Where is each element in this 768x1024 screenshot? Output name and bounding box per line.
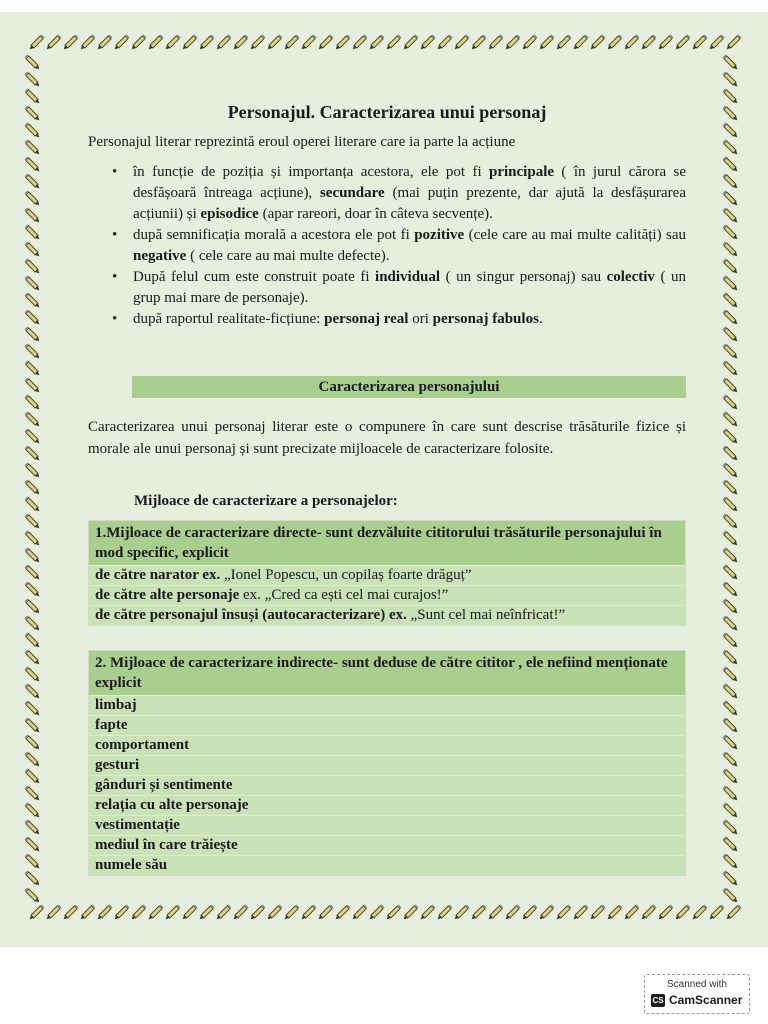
pencil-icon — [24, 54, 46, 902]
table-row: de către narator ex. „Ionel Popescu, un copilaș foarte drăguț” — [89, 565, 685, 585]
intro-text: Personajul literar reprezintă eroul operei literare care ia parte la acțiune — [88, 134, 516, 150]
pencil-border-top — [28, 32, 744, 54]
scanned-with-label: Scanned with — [666, 979, 728, 990]
document-page — [0, 12, 768, 947]
table-row: gesturi — [89, 755, 685, 775]
section-banner: Caracterizarea personajului — [132, 376, 686, 398]
table-row: mediul în care trăiește — [89, 835, 685, 855]
camscanner-badge — [644, 974, 750, 1014]
indirect-methods-table — [88, 650, 686, 876]
table-row: comportament — [89, 735, 685, 755]
table-header: 1.Mijloace de caracterizare directe- sunt dezvăluite cititorului trăsăturile personajului în mod specific, explicit — [89, 521, 685, 565]
bullet-icon: • — [112, 269, 118, 285]
pencil-icon — [722, 54, 744, 902]
list-item: • după raportul realitate-ficțiune: personaj real ori personaj fabulos. — [88, 309, 686, 330]
methods-heading: Mijloace de caracterizare a personajelor: — [134, 493, 398, 509]
table-row: relația cu alte personaje — [89, 795, 685, 815]
camscanner-name: CamScanner — [669, 993, 743, 1007]
page-title: Personajul. Caracterizarea unui personaj — [227, 102, 547, 122]
bullet-icon: • — [112, 164, 118, 180]
table-row: numele său — [89, 855, 685, 875]
pencil-icon — [28, 902, 744, 924]
table-row: gânduri și sentimente — [89, 775, 685, 795]
bullet-list — [88, 162, 686, 330]
camscanner-logo-icon: CS — [652, 996, 664, 1005]
table-row: de către personajul însuși (autocaracterizare) ex. „Sunt cel mai neînfricat!” — [89, 605, 685, 625]
table-row: fapte — [89, 715, 685, 735]
pencil-icon — [28, 32, 744, 54]
definition-paragraph: Caracterizarea unui personaj literar este o compunere în care sunt descrise trăsăturile fizice și morale ale unui personaj și sunt precizate mijloacele de caracterizare folosite. — [88, 419, 686, 457]
list-item: • după semnificația morală a acestora ele pot fi pozitive (cele care au mai multe calități) sau negative ( cele care au mai multe defecte). — [112, 227, 686, 264]
table-row: limbaj — [89, 695, 685, 715]
table-header: 2. Mijloace de caracterizare indirecte- sunt deduse de către cititor , ele nefiind menționate explicit — [89, 651, 685, 695]
pencil-border-right — [722, 54, 744, 902]
list-item: • După felul cum este construit poate fi individual ( un singur personaj) sau colectiv ( un grup mai mare de personaje). — [112, 269, 686, 306]
bullet-icon: • — [112, 311, 118, 327]
pencil-border-left — [24, 54, 46, 902]
table-row: vestimentație — [89, 815, 685, 835]
table-row: de către alte personaje ex. „Cred ca ești cel mai curajos!” — [89, 585, 685, 605]
bullet-icon: • — [112, 227, 118, 243]
pencil-border-bottom — [28, 902, 744, 924]
direct-methods-table — [88, 520, 686, 626]
list-item: • în funcție de poziția și importanța acestora, ele pot fi principale ( în jurul cărora se desfășoară întreaga acțiune), secundare (mai puțin prezente, dar ajută la desfășurarea acțiunii) și episodice (apar rareori, doar în câteva secvențe). — [112, 164, 687, 222]
